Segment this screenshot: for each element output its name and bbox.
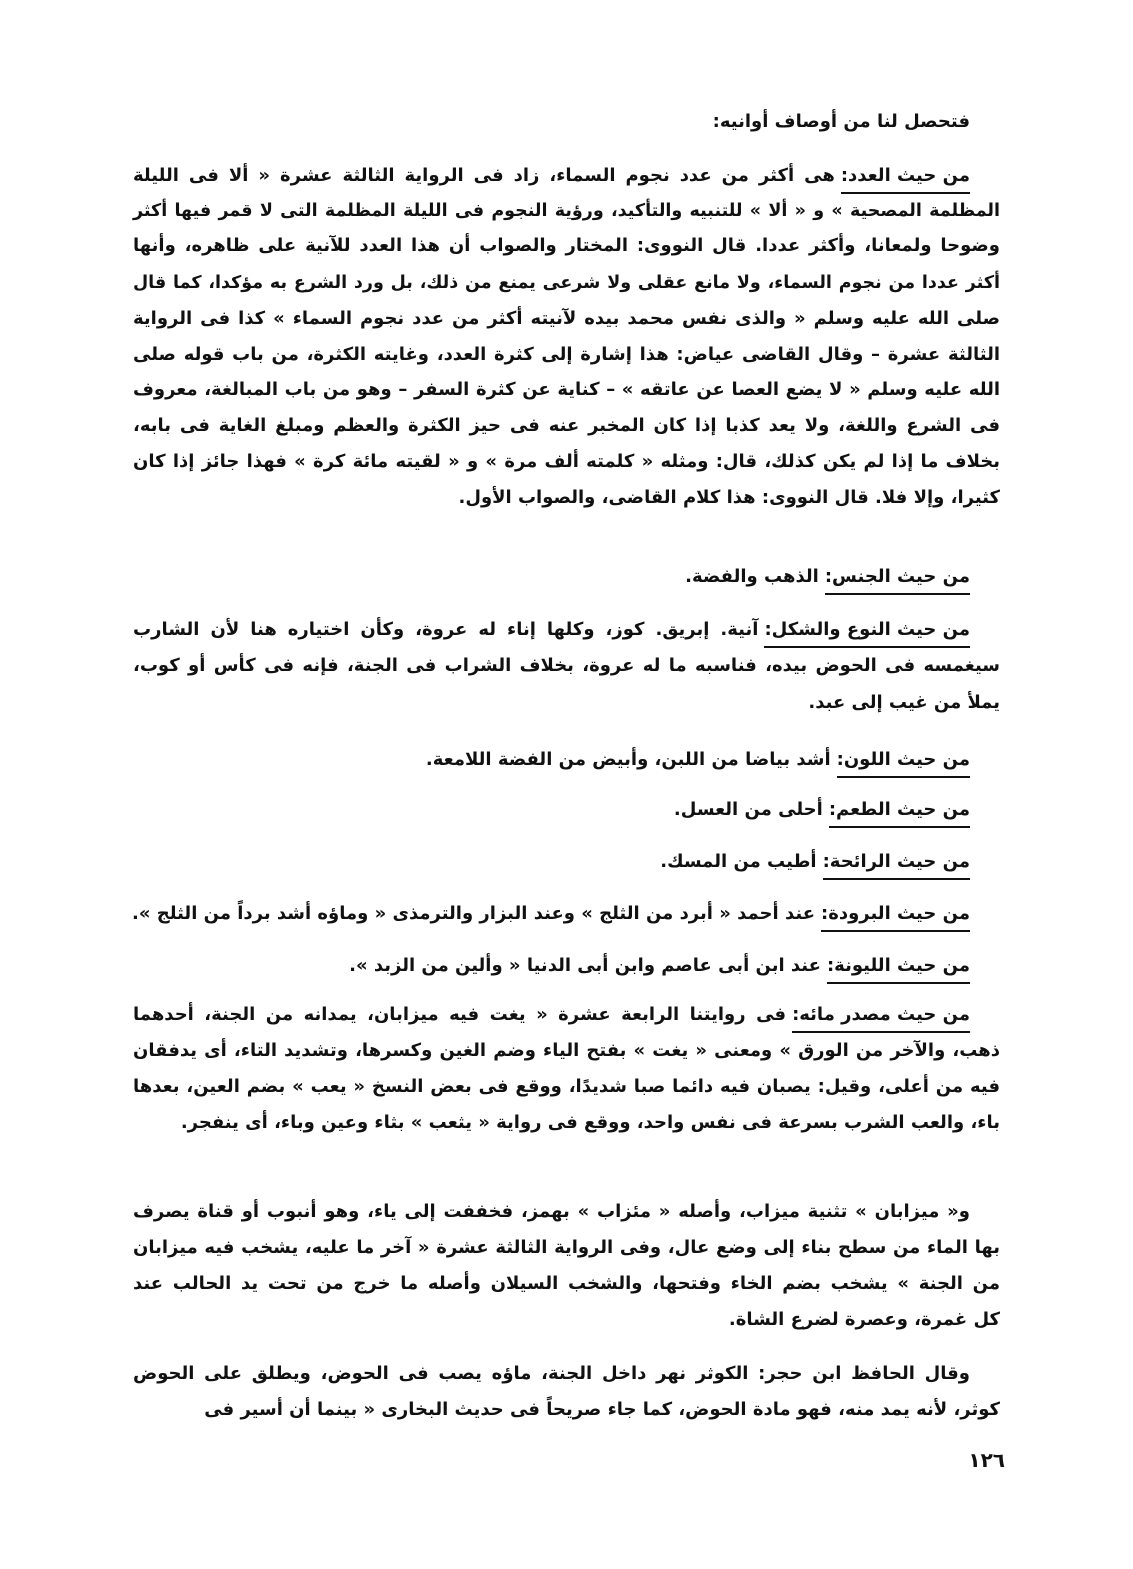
text-line <box>133 845 970 879</box>
line-text: بخلاف ما إذا لم يكن كذلك، قال: ومثله « كلمته ألف مرة » و « لقيته مائة كرة » فهذا جائز إذا كان <box>133 451 1000 472</box>
line-text: وضوحا ولمعانا، وأكثر عددا. قال النووى: المختار والصواب أن هذا العدد للآنية على ظاهره، وأنها <box>133 235 1000 256</box>
text-line <box>133 793 970 827</box>
text-line <box>133 266 1000 300</box>
line-text: الثالثة عشرة – وقال القاضى عياض: هذا إشارة إلى كثرة العدد، وغايته الكثرة، من باب قوله صلى <box>133 344 1000 365</box>
text-line <box>133 373 1000 407</box>
line-text: كثيرا، وإلا فلا. قال النووى: هذا كلام القاضى، والصواب الأول. <box>458 487 1000 508</box>
line-text: وقال الحافظ ابن حجر: الكوثر نهر داخل الجنة، ماؤه يصب فى الحوض، ويطلق على الحوض <box>133 1363 970 1384</box>
text-line <box>133 409 1000 443</box>
line-text: و« ميزابان » تثنية ميزاب، وأصله « مئزاب » بهمز، فخففت إلى ياء، وهو أنبوب أو قناة يصرف <box>133 1201 970 1222</box>
line-text: المظلمة المصحية » و « ألا » للتنبيه والتأكيد، ورؤية النجوم فى الليلة المظلمة التى لا قمر فيها أكثر <box>133 201 1000 221</box>
text-line <box>133 1393 1000 1427</box>
text-line <box>133 1034 1000 1068</box>
line-text: فى روايتنا الرابعة عشرة « يغت فيه ميزابان، يمدانه من الجنة، أحدهما <box>133 1004 787 1025</box>
section-heading: من حيث الطعم: <box>829 797 970 828</box>
intro-line: فتحصل لنا من أوصاف أوانيه: <box>712 111 970 132</box>
text-line <box>133 481 1000 515</box>
line-text: يملأ من غيب إلى عبد. <box>808 692 1000 713</box>
section-heading: من حيث الرائحة: <box>823 849 970 880</box>
line-text: فى الشرع واللغة، ولا يعد كذبا إذا كان المخبر عنه فى حيز الكثرة والعظم ومبلغ الغاية فى بابه، <box>133 415 1000 436</box>
line-text: بها الماء من سطح بناء إلى وضع عال، وفى الرواية الثالثة عشرة « آخر ما عليه، يشخب فيه ميزابان <box>133 1237 1000 1258</box>
text-line <box>133 897 970 931</box>
text-line <box>133 229 1000 263</box>
line-text: آنية. إبريق. كوز، وكلها إناء له عروة، وكأن اختياره هنا لأن الشارب <box>133 619 759 640</box>
page-number: ١٢٦ <box>968 1448 1005 1472</box>
section-heading: من حيث البرودة: <box>821 901 970 932</box>
text-line <box>133 445 1000 479</box>
line-text: باء، والعب الشرب بسرعة فى نفس واحد، ووقع فى رواية « يثعب » بثاء وعين وباء، أى ينفجر. <box>180 1112 1000 1133</box>
section-heading: من حيث الليونة: <box>827 953 970 984</box>
text-line <box>133 1357 970 1391</box>
text-line <box>133 686 1000 720</box>
text-line <box>133 649 1000 683</box>
line-text: هى أكثر من عدد نجوم السماء، زاد فى الرواية الثالثة عشرة « ألا فى الليلة <box>133 165 835 186</box>
text-line <box>133 1070 1000 1104</box>
text-line <box>133 159 970 193</box>
line-text: الله عليه وسلم « لا يضع العصا عن عاتقه » – كناية عن كثرة السفر – وهو من باب المبالغة، معروف <box>133 379 1000 400</box>
section-heading: من حيث العدد: <box>841 163 970 194</box>
line-text: سيغمسه فى الحوض بيده، فناسبه ما له عروة، بخلاف الشراب فى الجنة، فإنه فى كأس أو كوب، <box>133 655 1000 676</box>
text-line <box>133 560 970 594</box>
section-heading: من حيث مصدر مائه: <box>792 1002 970 1033</box>
text-line <box>133 194 1000 228</box>
section-heading: من حيث الجنس: <box>825 564 970 595</box>
line-text: عند ابن أبى عاصم وابن أبى الدنيا « وألين من الزبد ». <box>349 955 821 976</box>
text-line <box>133 1267 1000 1301</box>
line-text: كل غمرة، وعصرة لضرع الشاة. <box>728 1309 1000 1330</box>
text-line <box>133 613 970 647</box>
text-line <box>133 302 1000 336</box>
section-heading: من حيث اللون: <box>837 747 970 778</box>
text-line <box>133 949 970 983</box>
line-text: صلى الله عليه وسلم « والذى نفس محمد بيده لآنيته أكثر من عدد نجوم السماء » كذا فى الرواية <box>133 308 1000 329</box>
line-text: ذهب، والآخر من الورق » ومعنى « يغت » بفتح الياء وضم الغين وكسرها، وتشديد التاء، أى يدفقان <box>133 1040 1000 1061</box>
line-text: عند أحمد « أبرد من الثلج » وعند البزار والترمذى « وماؤه أشد برداً من الثلج ». <box>132 903 816 924</box>
text-line <box>133 1106 1000 1140</box>
text-line <box>133 1231 1000 1265</box>
section-heading: من حيث النوع والشكل: <box>764 617 970 648</box>
line-text: أكثر عددا من نجوم السماء، ولا مانع عقلى ولا شرعى يمنع من ذلك، بل ورد الشرع به مؤكدا، كما قال <box>133 273 1000 293</box>
line-text: أشد بياضا من اللبن، وأبيض من الفضة اللامعة. <box>425 749 831 770</box>
text-line <box>133 743 970 777</box>
text-line <box>133 1303 1000 1337</box>
line-text: كوثر، لأنه يمد منه، فهو مادة الحوض، كما جاء صريحاً فى حديث البخارى « بينما أن أسير فى <box>204 1399 1000 1420</box>
line-text: من الجنة » يشخب بضم الخاء وفتحها، والشخب السيلان وأصله ما خرج من تحت يد الحالب عند <box>133 1273 1000 1294</box>
line-text: أطيب من المسك. <box>660 851 817 872</box>
text-line <box>133 1195 970 1229</box>
text-line <box>133 998 970 1032</box>
text-line <box>133 338 1000 372</box>
line-text: فيه من أعلى، وقيل: يصبان فيه دائما صبا شديدًا، ووقع فى بعض النسخ « يعب » بضم العين، بعدها <box>133 1076 1000 1097</box>
line-text: الذهب والفضة. <box>685 566 819 587</box>
line-text: أحلى من العسل. <box>673 799 823 820</box>
